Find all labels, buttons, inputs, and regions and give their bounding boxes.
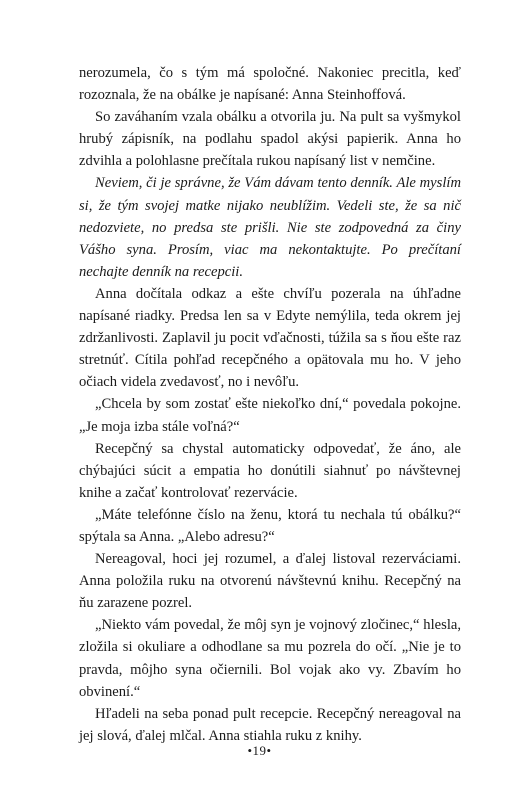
page-number: •19• <box>247 743 272 758</box>
paragraph: Hľadeli na seba ponad pult recepcie. Recepčný nereagoval na jej slová, ďalej mlčal. Anna stiahla ruku z knihy. <box>79 705 461 744</box>
body-text <box>79 62 461 747</box>
dialogue-paragraph: „Niekto vám povedal, že môj syn je vojnový zločinec,“ hlesla, zložila si okuliare a odhodlane sa mu pozrela do očí. „Nie je to pravda, môjho syna očiernili. Bol vojak ako vy. Zbavím ho obvinení.“ <box>79 617 461 700</box>
paragraph: Recepčný sa chystal automaticky odpovedať, že áno, ale chýbajúci súcit a empatia ho donútili siahnuť po návštevnej knihe a začať kontrolovať rezervácie. <box>79 440 461 501</box>
paragraph: So zaváhaním vzala obálku a otvorila ju. Na pult sa vyšmykol hrubý zápisník, na podlahu spadol akýsi papierik. Anna ho zdvihla a polohlasne prečítala rukou napísaný list v nemčine. <box>79 109 461 170</box>
dialogue-paragraph: „Máte telefónne číslo na ženu, ktorá tu nechala tú obálku?“ spýtala sa Anna. „Alebo adresu?“ <box>79 506 461 545</box>
dialogue-paragraph: „Chcela by som zostať ešte niekoľko dní,“ povedala pokojne. „Je moja izba stále voľná?“ <box>79 396 461 435</box>
paragraph: Anna dočítala odkaz a ešte chvíľu pozerala na úhľadne napísané riadky. Predsa len sa v Edyte nemýlila, teda okrem jej zdržanlivosti. Zaplavil ju pocit vďačnosti, túžila sa s ňou ešte raz stretnúť. Cítila pohľad recepčného a opätovala mu ho. V jeho očiach videla zvedavosť, no i nevôľu. <box>79 285 461 391</box>
paragraph: Nereagoval, hoci jej rozumel, a ďalej listoval rezerváciami. Anna položila ruku na otvorenú návštevnú knihu. Recepčný na ňu zarazene pozrel. <box>79 551 461 612</box>
letter-paragraph: Neviem, či je správne, že Vám dávam tento denník. Ale myslím si, že tým svojej matke nijako neublížim. Vedeli ste, že sa nič nedozviete, no predsa ste prišli. Nie ste zodpovedná za činy Vášho syna. Prosím, viac ma nekontaktujte. Po prečítaní nechajte denník na recepcii. <box>79 175 461 280</box>
paragraph: nerozumela, čo s tým má spoločné. Nakoniec precitla, keď rozoznala, že na obálke je napísané: Anna Steinhoffová. <box>79 65 461 104</box>
